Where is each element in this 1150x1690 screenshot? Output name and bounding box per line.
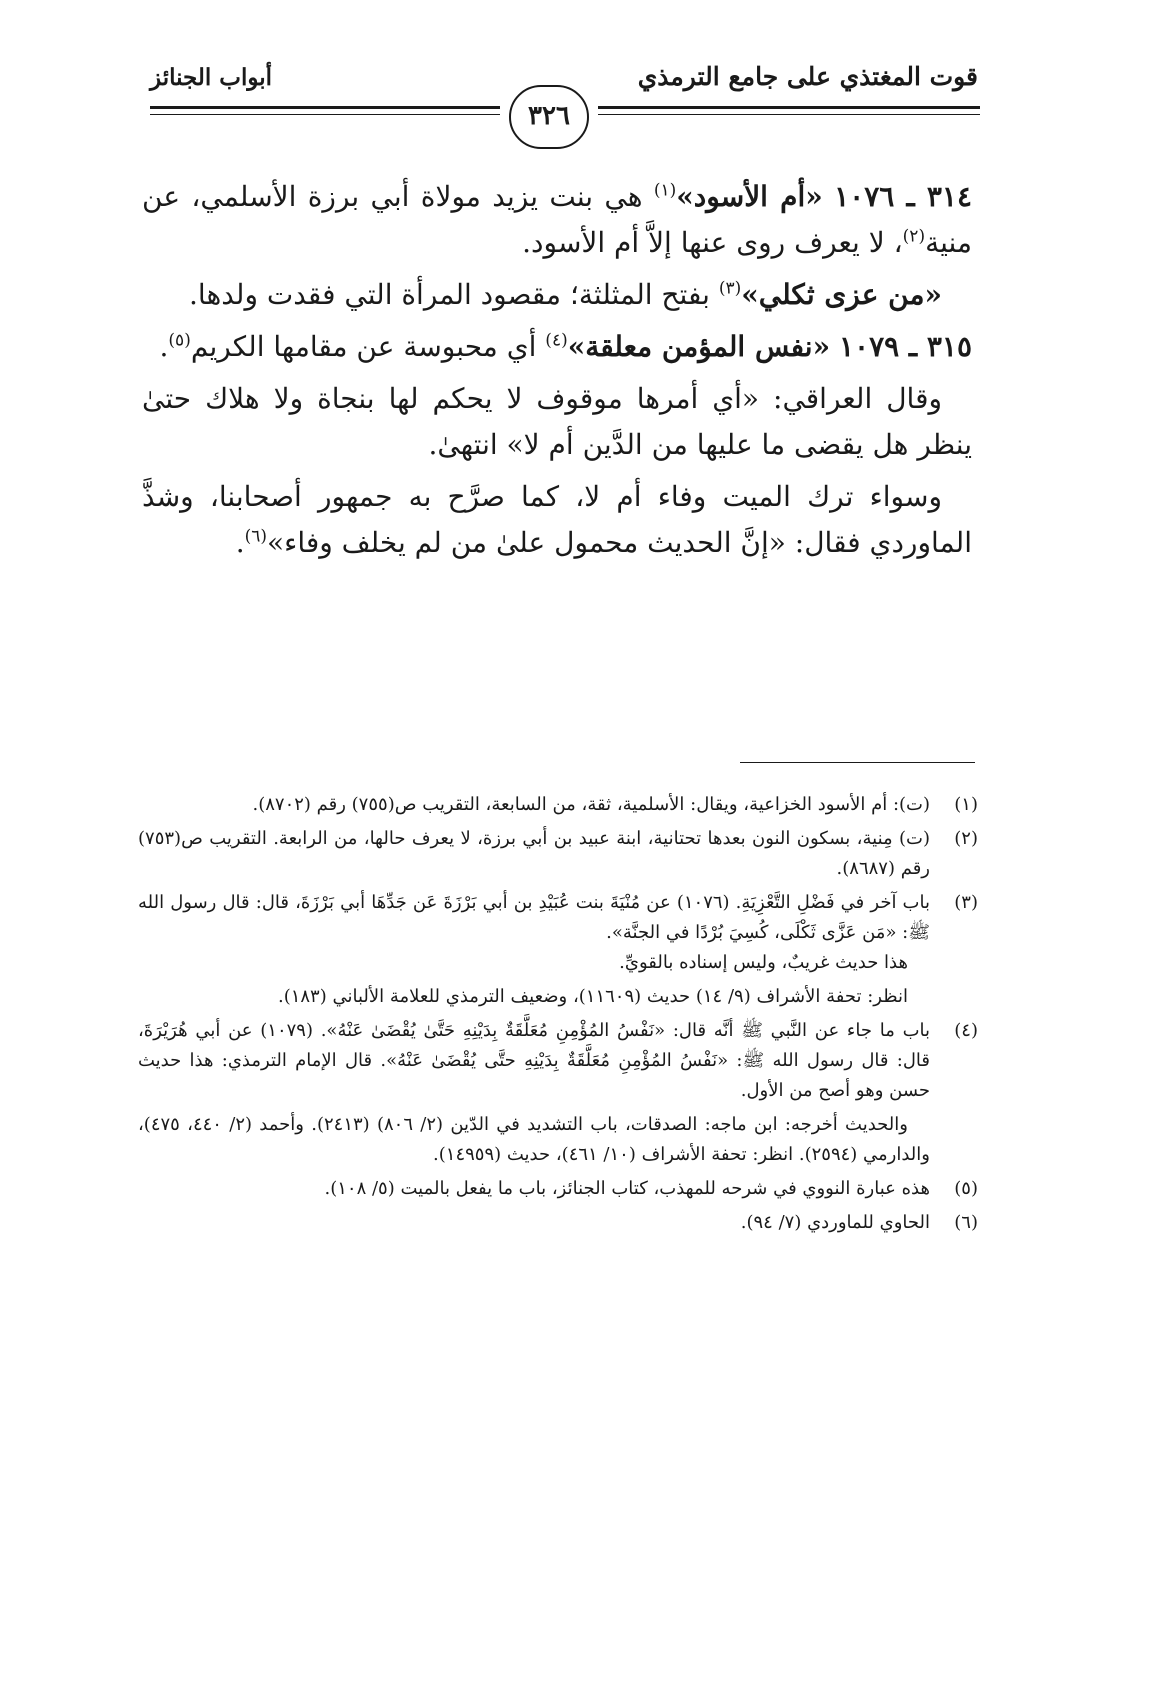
paragraph-lemma-thakla (142, 272, 972, 318)
header-rule-left-thick (150, 106, 500, 109)
footnotes (138, 790, 978, 1242)
running-header-book-title: قوت المغتذي على جامع الترمذي (637, 62, 978, 91)
entry-number: ٣١٥ ـ ١٠٧٩ (839, 330, 972, 363)
entry-text-end: . (159, 330, 169, 363)
footnote-text: انظر: تحفة الأشراف (٩/ ١٤) حديث (١١٦٠٩)، وضعيف الترمذي للعلامة الألباني (١٨٣). (277, 986, 908, 1007)
footnote-number: (١) (954, 794, 978, 815)
entry-text: وسواء ترك الميت وفاء أم لا، كما صرَّح به جمهور أصحابنا، وشذَّ الماوردي فقال: «إنَّ الحديث محمول علىٰ من لم يخلف وفاء» (142, 480, 972, 559)
footnote-3 (138, 888, 978, 1012)
entry-lemma: «نفس المؤمن معلقة» (567, 330, 831, 363)
footnote-number: (٥) (954, 1178, 978, 1199)
entry-text-end: . (235, 526, 245, 559)
footnote-ref: (٢) (902, 226, 926, 247)
paragraph-mawardi (142, 474, 972, 566)
footnote-text: هذه عبارة النووي في شرحه للمهذب، كتاب الجنائز، باب ما يفعل بالميت (٥/ ١٠٨). (324, 1178, 930, 1199)
footnote-number: (٢) (954, 828, 978, 849)
footnote-number: (٤) (954, 1020, 978, 1041)
footnote-5 (138, 1174, 978, 1204)
footnote-ref: (٣) (718, 278, 742, 299)
footnote-number: (٣) (954, 892, 978, 913)
footnote-text: هذا حديث غريبٌ، وليس إسناده بالقويِّ. (619, 952, 908, 973)
paragraph-entry-314 (142, 174, 972, 266)
footnote-text: باب ما جاء عن النَّبي ﷺ أنَّه قال: «نَفْسُ المُؤْمِنِ مُعَلَّقَةٌ بِدَيْنِهِ حَتَّىٰ يُقْضَىٰ عَنْهُ». (١٠٧٩) عن أبي هُرَيْرَةَ، قال: قال رسول الله ﷺ: «نَفْسُ المُؤْمِنِ مُعَلَّقَةٌ بِدَيْنِهِ حتَّى يُقْضَىٰ عَنْهُ». قال الإمام الترمذي: هذا حديث حسن وهو أصح من الأول. (138, 1020, 931, 1101)
entry-number: ٣١٤ ـ ١٠٧٦ (834, 180, 973, 213)
footnote-text: (ت) مِنية، بسكون النون بعدها تحتانية، ابنة عبيد بن أبي برزة، لا يعرف حالها، من الرابعة. التقريب ص(٧٥٣) رقم (٨٦٨٧). (138, 828, 930, 879)
entry-text: أي محبوسة عن مقامها الكريم (190, 330, 546, 363)
footnote-text: الحاوي للماوردي (٧/ ٩٤). (740, 1212, 930, 1233)
entry-lemma: «أم الأسود» (676, 180, 823, 213)
page-number: ٣٢٦ (509, 85, 589, 149)
header-rule-right-thin (598, 114, 980, 115)
header-rule-right-thick (598, 106, 980, 109)
footnote-2 (138, 824, 978, 884)
paragraph-entry-315 (142, 324, 972, 370)
entry-text: هي بنت يزيد مولاة أبي برزة الأسلمي، عن منية (142, 180, 972, 259)
header-rule-left-thin (150, 114, 500, 115)
running-header-chapter-title: أبواب الجنائز (150, 64, 273, 91)
footnote-separator (740, 762, 975, 763)
footnote-ref: (٤) (545, 330, 568, 351)
entry-text: بفتح المثلثة؛ مقصود المرأة التي فقدت ولدها. (189, 278, 719, 311)
paragraph-iraqi-quote: وقال العراقي: «أي أمرها موقوف لا يحكم لها بنجاة ولا هلاك حتىٰ ينظر هل يقضى ما عليها من الدَّين أم لا» انتهىٰ. (142, 382, 972, 461)
footnote-4 (138, 1016, 978, 1170)
footnote-number: (٦) (954, 1212, 978, 1233)
footnote-text: والحديث أخرجه: ابن ماجه: الصدقات، باب التشديد في الدّين (٢/ ٨٠٦) (٢٤١٣). وأحمد (٢/ ٤٤٠، ٤٧٥)، والدارمي (٢٥٩٤). انظر: تحفة الأشراف (١٠/ ٤٦١)، حديث (١٤٩٥٩). (138, 1114, 930, 1165)
footnote-1 (138, 790, 978, 820)
footnote-text: (ت): أم الأسود الخزاعية، ويقال: الأسلمية، ثقة، من السابعة، التقريب ص(٧٥٥) رقم (٨٧٠٢). (252, 794, 930, 815)
footnote-ref: (٦) (244, 526, 268, 547)
footnote-ref: (١) (653, 180, 677, 201)
entry-text: ، لا يعرف روى عنها إلاَّ أم الأسود. (522, 226, 903, 259)
footnote-6 (138, 1208, 978, 1238)
entry-lemma: «من عزى ثكلي» (741, 278, 942, 311)
main-text (142, 174, 972, 572)
footnote-ref: (٥) (168, 330, 191, 351)
footnote-text: باب آخر في فَضْلِ التَّعْزِيَةِ. (١٠٧٦) عن مُنْيَةَ بنت عُبَيْدِ بن أبي بَرْزَةَ عَن جَدِّهَا أبي بَرْزَةَ، قال: قال رسول الله ﷺ: «مَن عَزَّى ثَكْلَى، كُسِيَ بُرْدًا في الجنَّة». (138, 892, 931, 943)
